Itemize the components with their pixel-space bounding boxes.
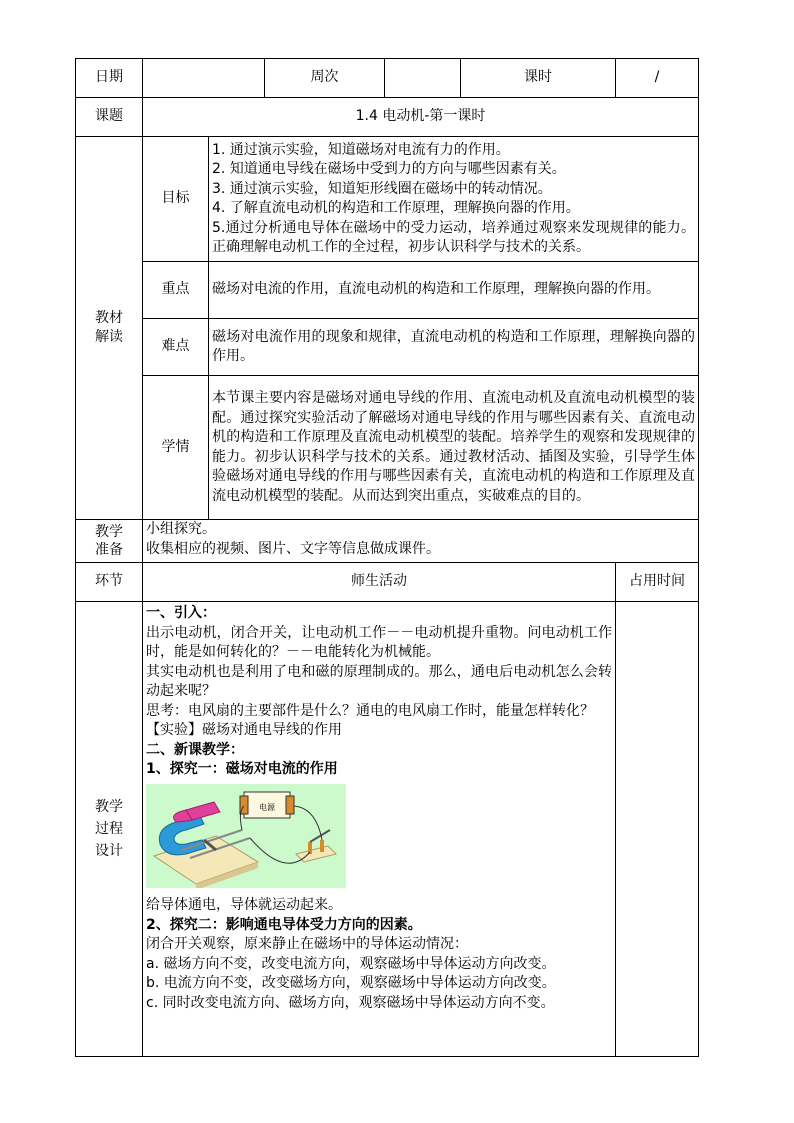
period-value: /	[616, 59, 699, 98]
date-label: 日期	[76, 59, 143, 98]
topic-value: 1.4 电动机-第一课时	[143, 98, 699, 137]
experiment-figure	[146, 784, 612, 895]
goal-item: 2. 知道通电导线在磁场中受到力的方向与哪些因素有关。	[212, 161, 566, 177]
prep-line: 小组探究。	[146, 521, 216, 537]
header-row	[76, 59, 699, 98]
prep-row	[76, 520, 699, 563]
lesson-plan-table	[75, 58, 699, 1057]
week-label: 周次	[265, 59, 385, 98]
section-label: 环节	[76, 563, 143, 602]
observation-item: a. 磁场方向不变，改变电流方向，观察磁场中导体运动方向改变。	[146, 955, 556, 972]
prep-content	[143, 520, 699, 563]
goal-item: 5.通过分析通电导体在磁场中的受力运动，培养通过观察来发现规律的能力。正确理解电动机工作的全过程，初步认识科学与技术的关系。	[212, 219, 695, 255]
intro-title: 一、引入：	[146, 605, 216, 621]
process-header-row	[76, 563, 699, 602]
process-content	[143, 602, 616, 1057]
prep-line: 收集相应的视频、图片、文字等信息做成课件。	[146, 540, 440, 557]
time-value	[616, 602, 699, 1057]
situation-text: 本节课主要内容是磁场对通电导线的作用、直流电动机及直流电动机模型的装配。通过探究实验活动了解磁场对通电导线的作用与哪些因素有关、直流电动机的构造和工作原理及直流电动机模型的装配。培养学生的观察和发现规律的能力。初步认识科学与技术的关系。通过教材活动、插图及实验，引导学生体验磁场对通电导线的作用与哪些因素有关，直流电动机的构造和工作原理及直流电动机模型的装配。从而达到突出重点，实破难点的目的。	[209, 376, 699, 520]
process-label: 教学过程设计	[76, 602, 143, 1057]
key-points-label: 重点	[143, 262, 209, 319]
key-points-text: 磁场对电流的作用，直流电动机的构造和工作原理，理解换向器的作用。	[209, 262, 699, 319]
process-row	[76, 602, 699, 1057]
experiment-title: 【实验】磁场对通电导线的作用	[146, 722, 342, 738]
difficulties-text: 磁场对电流作用的现象和规律，直流电动机的构造和工作原理，理解换向器的作用。	[209, 319, 699, 376]
figure-caption: 给导体通电，导体就运动起来。	[146, 897, 342, 913]
situation-label: 学情	[143, 376, 209, 520]
goals-label: 目标	[143, 137, 209, 262]
explore2-intro: 闭合开关观察，原来静止在磁场中的导体运动情况：	[146, 936, 468, 952]
observation-item: c. 同时改变电流方向、磁场方向，观察磁场中导体运动方向不变。	[146, 994, 555, 1011]
date-value	[143, 59, 265, 98]
prep-label: 教学准备	[76, 520, 143, 563]
explore1-title: 1、探究一：磁场对电流的作用	[146, 761, 338, 777]
situation-row	[76, 376, 699, 520]
analysis-label: 教材解读	[76, 137, 143, 520]
activity-label: 师生活动	[143, 563, 616, 602]
observation-item: b. 电流方向不变，改变磁场方向，观察磁场中导体运动方向改变。	[146, 975, 556, 991]
difficulties-row	[76, 319, 699, 376]
magnet-apparatus-illustration	[146, 784, 346, 888]
key-points-row	[76, 262, 699, 319]
topic-row	[76, 98, 699, 137]
new-lesson-title: 二、新课教学：	[146, 741, 244, 758]
goal-item: 3. 通过演示实验，知道矩形线圈在磁场中的转动情况。	[212, 180, 552, 197]
goal-item: 1. 通过演示实验，知道磁场对电流有力的作用。	[212, 141, 510, 158]
week-value	[385, 59, 461, 98]
goals-content	[209, 137, 699, 262]
period-label: 课时	[461, 59, 616, 98]
battery-label: 电源	[259, 802, 275, 812]
goals-row	[76, 137, 699, 262]
explore2-title: 2、探究二：影响通电导体受力方向的因素。	[146, 916, 422, 933]
intro-paragraph: 其实电动机也是利用了电和磁的原理制成的。那么，通电后电动机怎么会转动起来呢？	[146, 663, 612, 699]
intro-paragraph: 出示电动机，闭合开关，让电动机工作－－电动机提升重物。问电动机工作时，能是如何转化的？－－电能转化为机械能。	[146, 624, 612, 660]
time-label: 占用时间	[616, 563, 699, 602]
topic-label: 课题	[76, 98, 143, 137]
intro-paragraph: 思考：电风扇的主要部件是什么？通电的电风扇工作时，能量怎样转化？	[146, 702, 594, 719]
goal-item: 4. 了解直流电动机的构造和工作原理，理解换向器的作用。	[212, 200, 580, 216]
difficulties-label: 难点	[143, 319, 209, 376]
